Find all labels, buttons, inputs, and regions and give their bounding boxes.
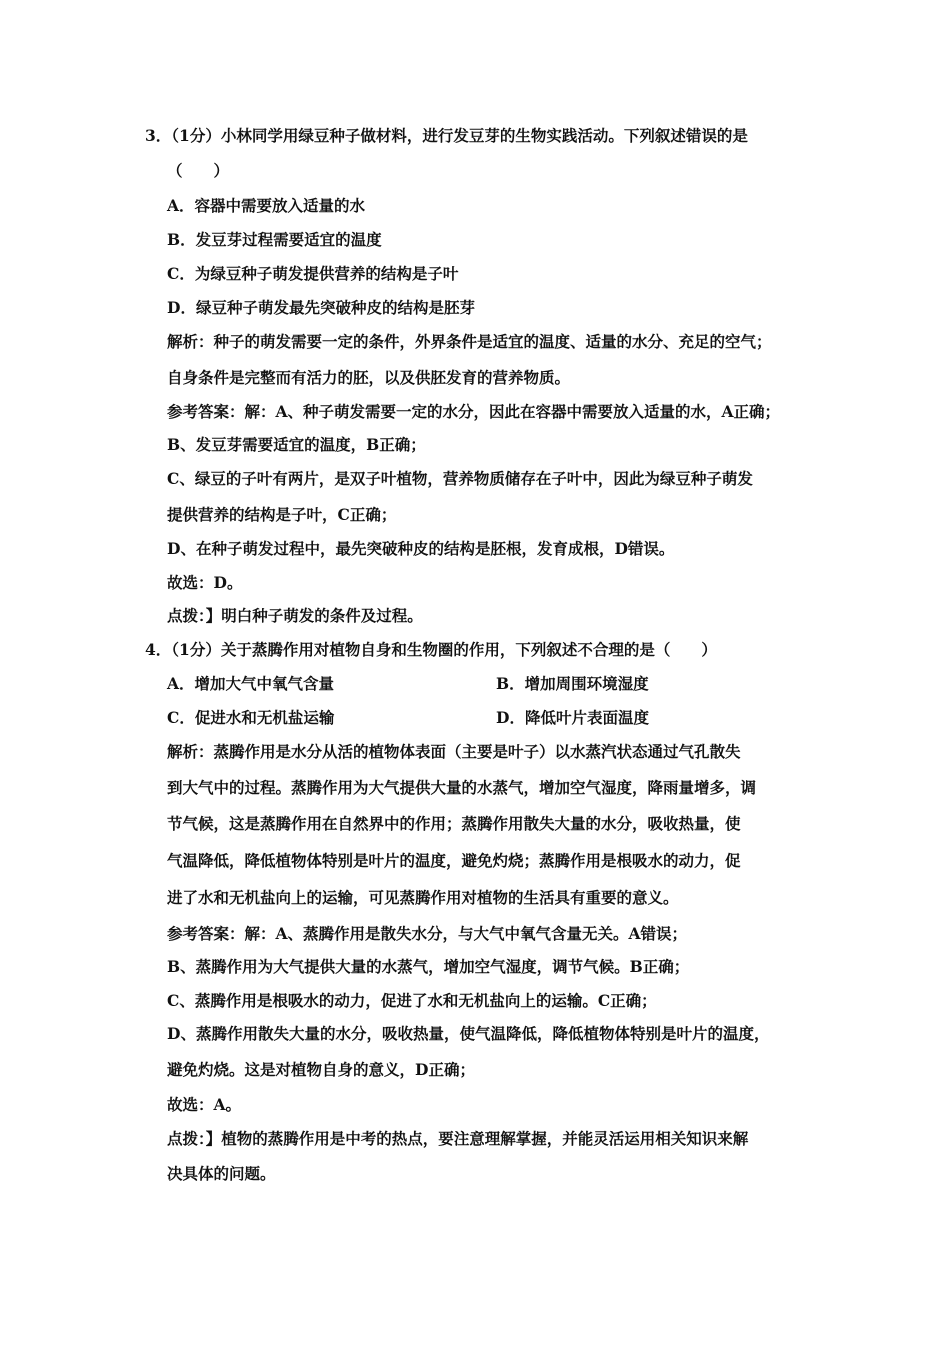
q3-analysis-line: 解析：种子的萌发需要一定的条件，外界条件是适宜的温度、适量的水分、充足的空气； — [167, 332, 772, 351]
q4-answer-line: B、蒸腾作用为大气提供大量的水蒸气，增加空气湿度，调节气候。B正确； — [167, 957, 690, 976]
q4-stem: 4．（1分）关于蒸腾作用对植物自身和生物圈的作用，下列叙述不合理的是（ ） — [145, 640, 717, 659]
q3-option-d: D．绿豆种子萌发最先突破种皮的结构是胚芽 — [167, 298, 475, 317]
q4-option-c: C．促进水和无机盐运输 — [167, 708, 335, 727]
q4-option-b: B．增加周围环境湿度 — [496, 674, 649, 693]
q4-option-d: D．降低叶片表面温度 — [496, 708, 649, 727]
q3-tip: 点拨：】明白种子萌发的条件及过程。 — [167, 606, 423, 625]
q3-answer-line: 参考答案：解：A、种子萌发需要一定的水分，因此在容器中需要放入适量的水，A正确； — [167, 402, 781, 421]
q4-analysis-line: 节气候，这是蒸腾作用在自然界中的作用；蒸腾作用散失大量的水分，吸收热量，使 — [167, 814, 741, 833]
q3-answer-line: C、绿豆的子叶有两片，是双子叶植物，营养物质储存在子叶中，因此为绿豆种子萌发 — [167, 469, 753, 488]
q3-answer-line: D、在种子萌发过程中，最先突破种皮的结构是胚根，发育成根，D错误。 — [167, 539, 675, 558]
q4-option-a: A．增加大气中氧气含量 — [167, 674, 335, 693]
q4-analysis-line: 解析：蒸腾作用是水分从活的植物体表面（主要是叶子）以水蒸汽状态通过气孔散失 — [167, 742, 741, 761]
q4-answer-line: 避免灼烧。这是对植物自身的意义，D正确； — [167, 1060, 475, 1079]
q3-option-b: B．发豆芽过程需要适宜的温度 — [167, 230, 382, 249]
q3-answer-line: B、发豆芽需要适宜的温度，B正确； — [167, 435, 426, 454]
q4-analysis-line: 到大气中的过程。蒸腾作用为大气提供大量的水蒸气，增加空气湿度，降雨量增多，调 — [167, 778, 757, 797]
q3-answer-choice: 故选：D。 — [167, 573, 243, 592]
q3-analysis-line: 自身条件是完整而有活力的胚，以及供胚发育的营养物质。 — [167, 368, 571, 387]
q4-answer-line: D、蒸腾作用散失大量的水分，吸收热量，使气温降低，降低植物体特别是叶片的温度， — [167, 1024, 770, 1043]
q4-answer-choice: 故选：A。 — [167, 1095, 242, 1114]
q3-stem: 3．（1分）小林同学用绿豆种子做材料，进行发豆芽的生物实践活动。下列叙述错误的是 — [145, 126, 748, 145]
q4-answer-line: C、蒸腾作用是根吸水的动力，促进了水和无机盐向上的运输。C正确； — [167, 991, 657, 1010]
q3-answer-line: 提供营养的结构是子叶，C正确； — [167, 505, 397, 524]
q4-analysis-line: 气温降低，降低植物体特别是叶片的温度，避免灼烧；蒸腾作用是根吸水的动力，促 — [167, 851, 741, 870]
q4-analysis-line: 进了水和无机盐向上的运输，可见蒸腾作用对植物的生活具有重要的意义。 — [167, 888, 679, 907]
q4-answer-line: 参考答案：解：A、蒸腾作用是散失水分，与大气中氧气含量无关。A错误； — [167, 924, 688, 943]
q3-option-c: C．为绿豆种子萌发提供营养的结构是子叶 — [167, 264, 459, 283]
q4-tip-line: 点拨：】植物的蒸腾作用是中考的热点，要注意理解掌握，并能灵活运用相关知识来解 — [167, 1129, 749, 1148]
q3-option-a: A．容器中需要放入适量的水 — [167, 196, 366, 215]
q3-stem-paren: （ ） — [167, 161, 230, 180]
q4-tip-line: 决具体的问题。 — [167, 1164, 276, 1183]
